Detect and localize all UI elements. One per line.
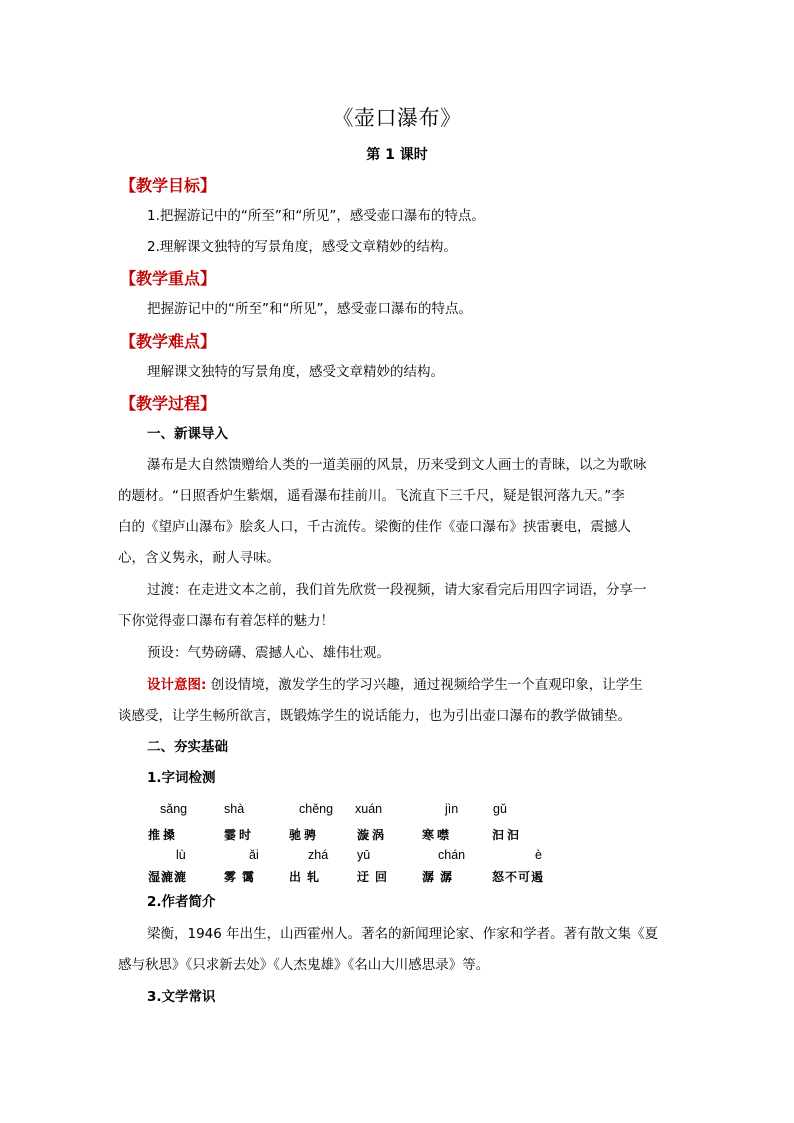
heading-teaching-process: 【教学过程】 xyxy=(120,394,217,413)
pinyin: chěng xyxy=(299,802,334,816)
author-intro-heading: 2.作者简介 xyxy=(147,894,216,910)
word-check-heading: 1.字词检测 xyxy=(147,770,216,786)
transition-line-2: 下你觉得壶口瀑布有着怎样的魅力！ xyxy=(118,613,334,629)
design-intent-line-1 xyxy=(147,675,707,695)
pinyin: gǔ xyxy=(493,802,507,816)
vocab-word: 驰骋 xyxy=(289,828,320,842)
pinyin: shà xyxy=(224,802,245,816)
design-intent-line-2: 谈感受，让学生畅所欲言，既锻炼学生的说话能力，也为引出壶口瀑布的教学做铺垫。 xyxy=(118,708,631,724)
pinyin: yū xyxy=(357,848,371,862)
author-line-2: 感与秋思》《只求新去处》《人杰鬼雄》《名山大川感思录》等。 xyxy=(118,957,490,973)
key-point-text: 把握游记中的“所至”和“所见”，感受壶口瀑布的特点。 xyxy=(147,301,472,317)
vocab-word: 寒噤 xyxy=(422,828,453,842)
vocab-word: 怒不可遏 xyxy=(492,870,545,884)
pinyin: jìn xyxy=(445,802,459,816)
preset-text: 预设：气势磅礴、震撼人心、雄伟壮观。 xyxy=(147,645,390,661)
pinyin: xuán xyxy=(355,802,383,816)
heading-key-point: 【教学重点】 xyxy=(120,269,217,288)
vocab-word: 迂回 xyxy=(357,870,394,884)
section-new-lesson-heading: 一、新课导入 xyxy=(147,426,228,442)
intro-line-2: 的题材。“日照香炉生紫烟，遥看瀑布挂前川。飞流直下三千尺，疑是银河落九天。”李 xyxy=(118,488,625,504)
pinyin: lù xyxy=(176,848,186,862)
design-intent-text: 创设情境，激发学生的学习兴趣，通过视频给学生一个直观印象，让学生 xyxy=(206,677,643,693)
intro-line-1: 瀑布是大自然馈赠给人类的一道美丽的风景，历来受到文人画士的青睐，以之为歌咏 xyxy=(147,457,647,473)
goal-1: 1.把握游记中的“所至”和“所见”，感受壶口瀑布的特点。 xyxy=(147,208,485,224)
goal-2: 2.理解课文独特的写景角度，感受文章精妙的结构。 xyxy=(147,239,457,255)
section-foundation-heading: 二、夯实基础 xyxy=(147,739,228,755)
heading-teaching-goals: 【教学目标】 xyxy=(120,176,217,195)
vocab-word: 霎时 xyxy=(224,828,255,842)
intro-line-4: 心，含义隽永，耐人寻味。 xyxy=(118,550,280,566)
intro-line-3: 白的《望庐山瀑布》脍炙人口，千古流传。梁衡的佳作《壶口瀑布》挟雷裹电，震撼人 xyxy=(118,519,631,535)
vocab-word: 雾霭 xyxy=(224,870,261,884)
vocab-word: 漩涡 xyxy=(357,828,388,842)
pinyin: sǎng xyxy=(160,802,188,816)
document-title: 《壶口瀑布》 xyxy=(332,106,462,130)
vocab-word: 出轧 xyxy=(289,870,326,884)
author-line-1: 梁衡，1946 年出生，山西霍州人。著名的新闻理论家、作家和学者。著有散文集《夏 xyxy=(147,926,659,942)
vocab-word: 推搡 xyxy=(148,828,179,842)
pinyin: è xyxy=(535,848,542,862)
pinyin: zhá xyxy=(308,848,329,862)
pinyin: ǎi xyxy=(249,848,259,862)
transition-line-1: 过渡：在走进文本之前，我们首先欣赏一段视频，请大家看完后用四字词语，分享一 xyxy=(147,582,647,598)
literary-knowledge-heading: 3.文学常识 xyxy=(147,989,216,1005)
difficulty-text: 理解课文独特的写景角度，感受文章精妙的结构。 xyxy=(147,364,444,380)
lesson-period: 第 1 课时 xyxy=(366,147,428,163)
vocab-word: 潺潺 xyxy=(422,870,459,884)
vocab-word: 汩汩 xyxy=(492,828,523,842)
vocab-word: 湿漉漉 xyxy=(148,870,188,884)
pinyin: chán xyxy=(438,848,466,862)
heading-difficulty: 【教学难点】 xyxy=(120,332,217,351)
design-intent-label: 设计意图: xyxy=(147,677,207,693)
